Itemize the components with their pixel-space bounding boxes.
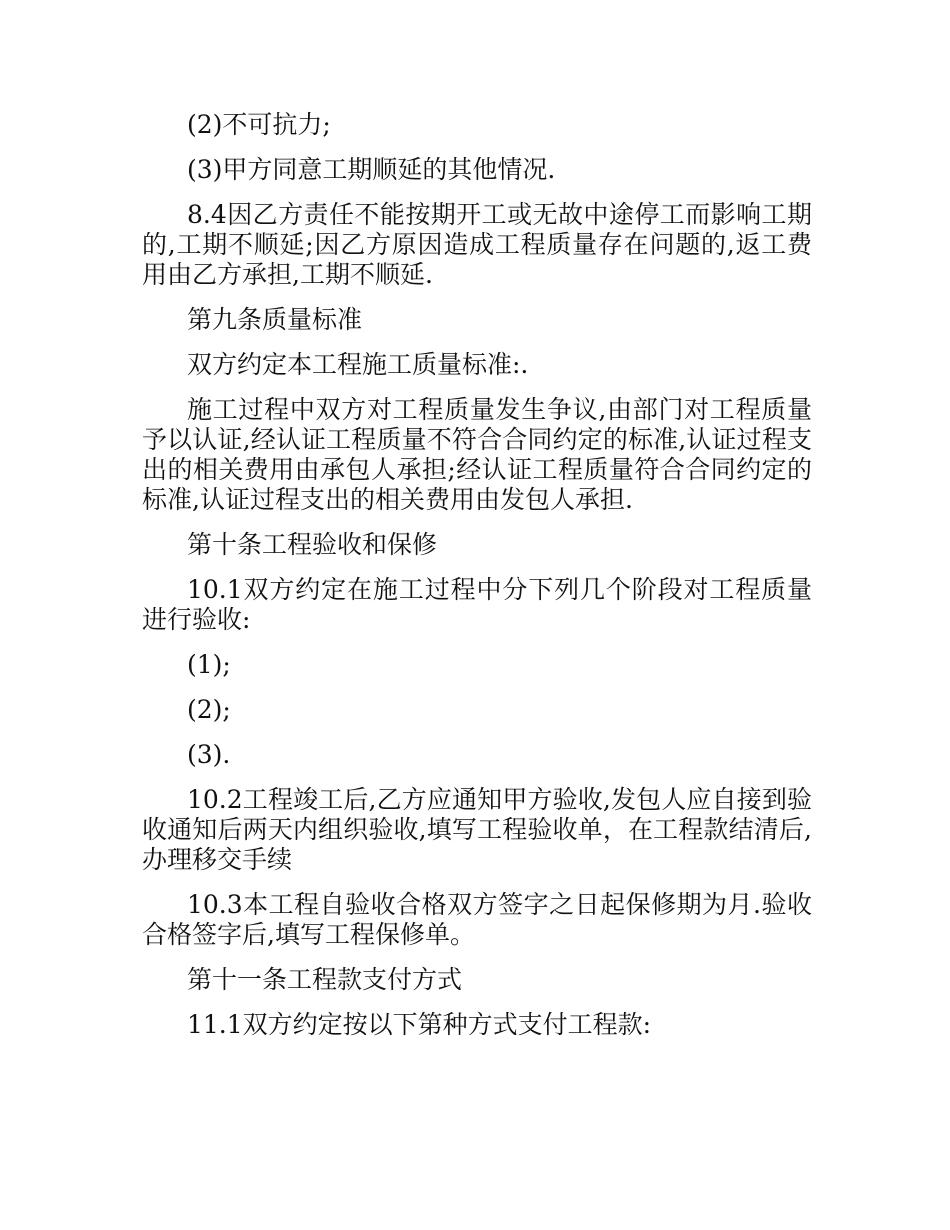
quality-standard-text: 双方约定本工程施工质量标准:. [187, 350, 529, 379]
clause-11-1: 11.1双方约定按以下第种方式支付工程款: [187, 1010, 652, 1039]
list-item-force-majeure: (2)不可抗力; [187, 110, 331, 139]
list-item-stage-3: (3). [187, 740, 231, 769]
list-item-stage-2: (2); [187, 695, 231, 724]
clause-10-3: 10.3本工程自验收合格双方签字之日起保修期为月.验收合格签字后,填写工程保修单。 [142, 890, 812, 949]
quality-dispute-text: 施工过程中双方对工程质量发生争议,由部门对工程质量予以认证,经认证工程质量不符合合同约定的标准,认证过程支出的相关费用由承包人承担;经认证工程质量符合合同约定的标准,认证过程支出的相关费用由发包人承担. [142, 395, 812, 514]
list-item-other-extension: (3)甲方同意工期顺延的其他情况. [187, 155, 556, 184]
section-heading-article-9: 第九条质量标准 [187, 305, 363, 334]
document-body [142, 110, 812, 1055]
list-item-stage-1: (1); [187, 650, 231, 679]
section-heading-article-10: 第十条工程验收和保修 [187, 530, 438, 559]
clause-10-2: 10.2工程竣工后,乙方应通知甲方验收,发包人应自接到验收通知后两天内组织验收,填写工程验收单，在工程款结清后,办理移交手续 [142, 785, 812, 874]
clause-8-4: 8.4因乙方责任不能按期开工或无故中途停工而影响工期的,工期不顺延;因乙方原因造成工程质量存在问题的,返工费用由乙方承担,工期不顺延. [142, 200, 812, 289]
clause-10-1: 10.1双方约定在施工过程中分下列几个阶段对工程质量进行验收: [142, 575, 812, 634]
section-heading-article-11: 第十一条工程款支付方式 [187, 965, 463, 994]
